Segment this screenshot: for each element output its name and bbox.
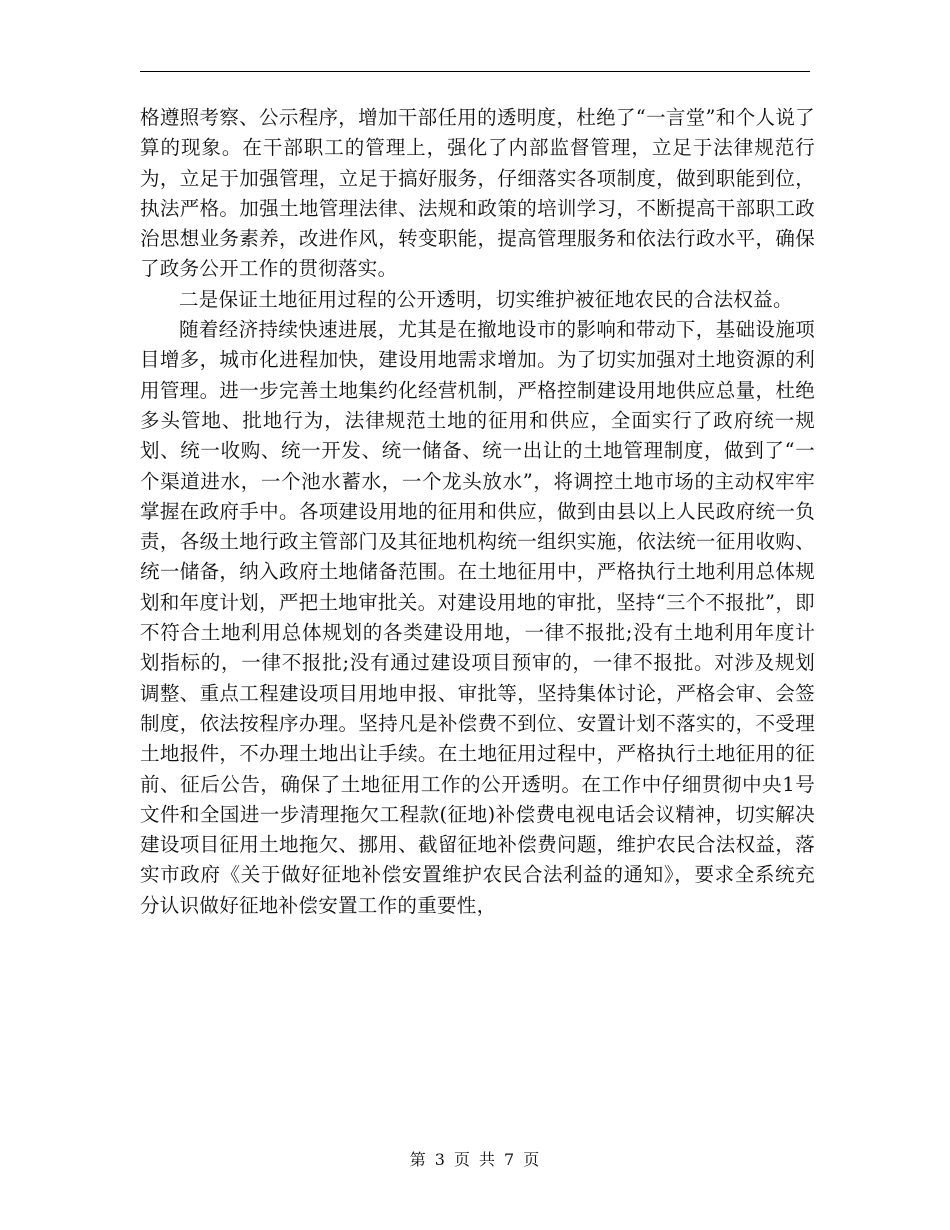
document-body: [140, 103, 815, 921]
footer-prefix: 第: [409, 1150, 427, 1169]
header-rule: [140, 71, 810, 72]
paragraph-3: 随着经济持续快速进展，尤其是在撤地设市的影响和带动下，基础设施项目增多，城市化进程加快，建设用地需求增加。为了切实加强对土地资源的利用管理。进一步完善土地集约化经营机制，严格控制建设用地供应总量，杜绝多头管地、批地行为，法律规范土地的征用和供应，全面实行了政府统一规划、统一收购、统一开发、统一储备、统一出让的土地管理制度，做到了“一个渠道进水，一个池水蓄水，一个龙头放水”，将调控土地市场的主动权牢牢掌握在政府手中。各项建设用地的征用和供应，做到由县以上人民政府统一负责，各级土地行政主管部门及其征地机构统一组织实施，依法统一征用收购、统一储备，纳入政府土地储备范围。在土地征用中，严格执行土地利用总体规划和年度计划，严把土地审批关。对建设用地的审批，坚持“三个不报批”，即不符合土地利用总体规划的各类建设用地，一律不报批;没有土地利用年度计划指标的，一律不报批;没有通过建设项目预审的，一律不报批。对涉及规划调整、重点工程建设项目用地申报、审批等，坚持集体讨论，严格会审、会签制度，依法按程序办理。坚持凡是补偿费不到位、安置计划不落实的，不受理土地报件，不办理土地出让手续。在土地征用过程中，严格执行土地征用的征前、征后公告，确保了土地征用工作的公开透明。在工作中仔细贯彻中央1号文件和全国进一步清理拖欠工程款(征地)补偿费电视电话会议精神，切实解决建设项目征用土地拖欠、挪用、截留征地补偿费问题，维护农民合法权益，落实市政府《关于做好征地补偿安置维护农民合法利益的通知》，要求全系统充分认识做好征地补偿安置工作的重要性，: [140, 318, 815, 917]
paragraph-1: 格遵照考察、公示程序，增加干部任用的透明度，杜绝了“一言堂”和个人说了算的现象。在干部职工的管理上，强化了内部监督管理，立足于法律规范行为，立足于加强管理，立足于搞好服务，仔细落实各项制度，做到职能到位，执法严格。加强土地管理法律、法规和政策的培训学习，不断提高干部职工政治思想业务素养，改进作风，转变职能，提高管理服务和依法行政水平，确保了政务公开工作的贯彻落实。: [140, 106, 815, 281]
footer-page-word: 页: [453, 1150, 471, 1169]
paragraph-2: 二是保证土地征用过程的公开透明，切实维护被征地农民的合法权益。: [179, 287, 793, 311]
page-footer: [0, 1147, 950, 1170]
footer-total-pages: 7: [504, 1150, 516, 1169]
footer-total-word: 共: [479, 1150, 497, 1169]
footer-suffix: 页: [523, 1150, 541, 1169]
footer-current-page: 3: [434, 1150, 446, 1169]
